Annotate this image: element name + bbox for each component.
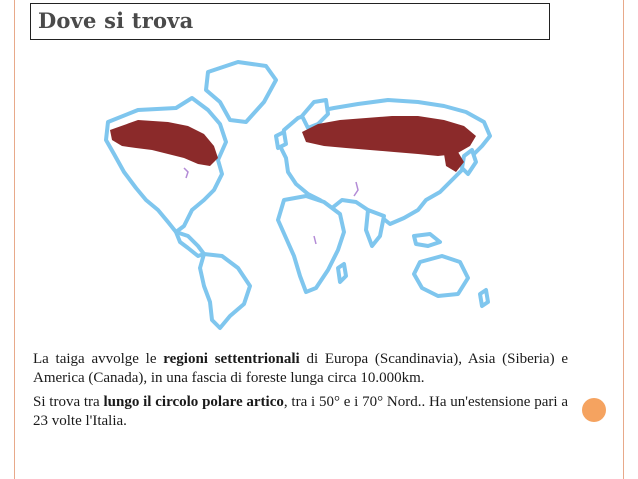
se-asia-islands [414,234,440,246]
madagascar [338,264,346,282]
frame-line-right [623,0,624,479]
frame-line-left [14,0,15,479]
paragraph-2-text-start: Si trova tra [33,394,104,410]
south-america [200,254,250,328]
greenland [206,62,276,122]
australia [414,256,468,296]
japan [462,150,476,174]
paragraph-2-text-end: , tra i 50° e i 70° Nord.. Ha un'estensione pari a 23 volte l'Italia. [33,394,568,429]
paragraph-1-bold: regioni settentrionali [163,351,300,367]
title-box [30,3,550,40]
description-text [33,350,568,431]
india [366,210,384,246]
paragraph-1-text-start: La taiga avvolge le [33,351,164,367]
world-map [88,50,508,332]
paragraph-taiga-regions [33,350,568,388]
paragraph-2-bold: lungo il circolo polare artico [103,394,284,410]
central-america [176,232,204,256]
slide-title: Dove si trova [38,8,194,33]
africa [278,196,344,292]
world-map-icon [106,62,490,328]
new-zealand [480,290,488,306]
orange-dot-decoration [582,398,606,422]
paragraph-location [33,393,568,431]
paragraph-1-text-end: di Europa (Scandinavia), Asia (Siberia) e America (Canada), in una fascia di foreste lunga circa 10.000km. [33,351,568,386]
british-isles [276,132,286,148]
